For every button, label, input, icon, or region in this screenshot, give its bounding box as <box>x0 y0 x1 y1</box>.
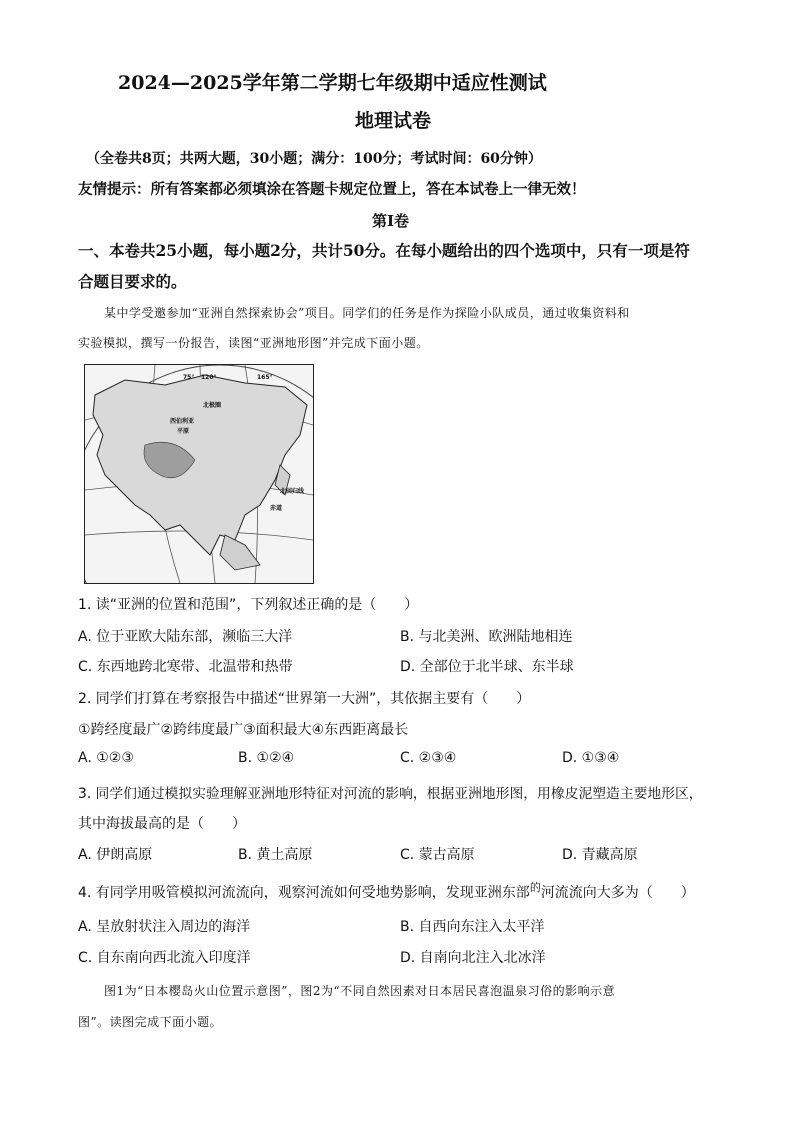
question-1-option-b[interactable]: B. 与北美洲、欧洲陆地相连 <box>400 629 573 645</box>
section-instruction-line1: 一、本卷共25小题，每小题2分，共计50分。在每小题给出的四个选项中，只有一项是符 <box>78 241 690 260</box>
island-shape <box>220 535 260 570</box>
exam-subtitle: 地理试卷 <box>355 110 432 132</box>
question-1-option-d[interactable]: D. 全部位于北半球、东半球 <box>400 659 574 675</box>
question-3-option-a[interactable]: A. 伊朗高原 <box>78 847 153 863</box>
lon-label: 75° <box>183 374 195 381</box>
intro1-line2: 实验模拟，撰写一份报告，读图“亚洲地形图”并完成下面小题。 <box>78 336 429 350</box>
intro1-line1: 某中学受邀参加“亚洲自然探索协会”项目。同学们的任务是作为探险小队成员，通过收集资料和 <box>104 306 630 320</box>
intro2-line1: 图1为“日本樱岛火山位置示意图”，图2为“不同自然因素对日本居民喜泡温泉习俗的影响示意 <box>104 984 616 998</box>
question-4-option-b[interactable]: B. 自西向东注入太平洋 <box>400 919 545 935</box>
map-label: 北回归线 <box>280 488 305 495</box>
intro2-line2: 图”。读图完成下面小题。 <box>78 1015 223 1029</box>
question-2-sub: ①跨经度最广②跨纬度最广③面积最大④东西距离最长 <box>78 722 409 738</box>
question-4-stem-sup: 的 <box>529 881 541 894</box>
asia-landmass <box>93 375 307 555</box>
question-3-option-d[interactable]: D. 青藏高原 <box>562 847 638 863</box>
question-4-option-a[interactable]: A. 呈放射状注入周边的海洋 <box>78 919 251 935</box>
question-1-stem: 1. 读“亚洲的位置和范围”，下列叙述正确的是（ ） <box>78 597 419 613</box>
question-1-option-c[interactable]: C. 东西地跨北寒带、北温带和热带 <box>78 659 293 675</box>
question-2-option-a[interactable]: A. ①②③ <box>78 750 134 766</box>
question-4-option-d[interactable]: D. 自南向北注入北冰洋 <box>400 950 546 966</box>
question-2-option-b[interactable]: B. ①②④ <box>238 750 295 766</box>
friendly-tip: 友情提示：所有答案都必须填涂在答题卡规定位置上，答在本试卷上一律无效！ <box>78 181 586 198</box>
map-label: 北极圈 <box>203 402 222 409</box>
question-4-stem-post: 河流流向大多为（ ） <box>540 885 695 901</box>
question-4-stem-pre: 4. 有同学用吸管模拟河流流向，观察河流如何受地势影响，发现亚洲东部 <box>78 885 530 901</box>
lon-label: 120° <box>201 374 217 381</box>
question-4-option-c[interactable]: C. 自东南向西北流入印度洋 <box>78 950 251 966</box>
exam-info: （全卷共8页；共两大题，30小题；满分：100分；考试时间：60分钟） <box>86 151 542 167</box>
question-3-option-b[interactable]: B. 黄土高原 <box>238 847 313 863</box>
map-label: 赤道 <box>270 505 283 512</box>
question-4-stem <box>78 882 695 902</box>
question-2-option-c[interactable]: C. ②③④ <box>400 750 457 766</box>
asia-topographic-map <box>84 364 314 584</box>
map-label: 西伯利亚 <box>170 418 195 425</box>
question-3-stem-line2: 其中海拔最高的是（ ） <box>78 816 246 832</box>
question-2-option-d[interactable]: D. ①③④ <box>562 750 620 766</box>
map-graphic <box>85 365 313 583</box>
section-label: 第Ⅰ卷 <box>372 212 410 230</box>
lon-label: 165° <box>257 374 273 381</box>
question-3-option-c[interactable]: C. 蒙古高原 <box>400 847 475 863</box>
exam-title: 2024—2025学年第二学期七年级期中适应性测试 <box>118 72 547 94</box>
question-2-stem: 2. 同学们打算在考察报告中描述“世界第一大洲”，其依据主要有（ ） <box>78 691 531 707</box>
question-3-stem-line1: 3. 同学们通过模拟实验理解亚洲地形特征对河流的影响，根据亚洲地形图，用橡皮泥塑造主要地形区， <box>78 786 703 802</box>
question-1-option-a[interactable]: A. 位于亚欧大陆东部，濒临三大洋 <box>78 629 293 645</box>
section-instruction-line2: 合题目要求的。 <box>78 272 187 291</box>
map-label: 平原 <box>177 428 190 435</box>
